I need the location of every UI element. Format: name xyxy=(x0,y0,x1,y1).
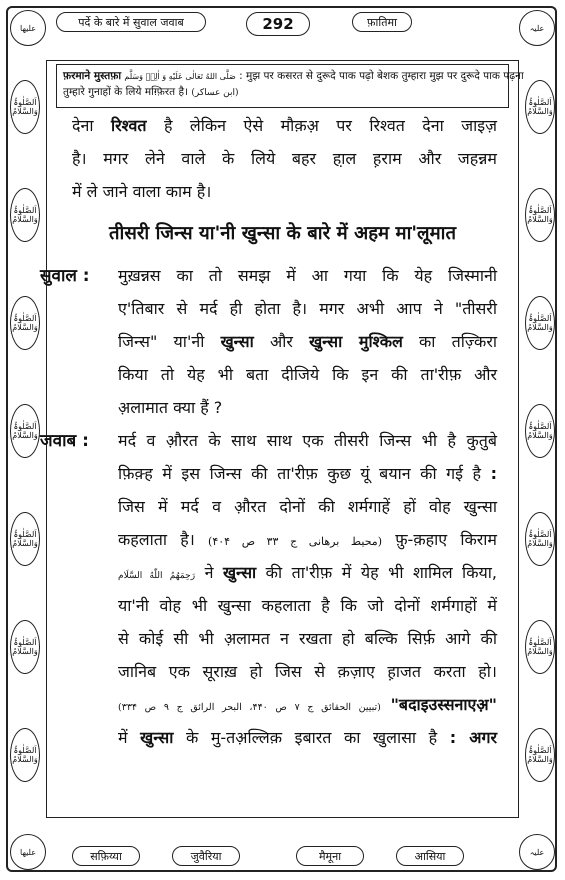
side-ornament-right: اَلصَّلٰوۃُ وَالسَّلَامُ xyxy=(525,404,555,458)
body-line: जिस में मर्द व औ़रत दोनों की शर्मगाहें हों वोह खुन्सा xyxy=(118,497,497,516)
body-line: ए'तिबार से मर्द ही होता है। मगर अभी आप ने "तीसरी xyxy=(118,299,497,318)
honorific-arabic: رَحِمَهُمُ اللّٰهُ السَّلَام xyxy=(118,571,196,581)
side-ornament-left: اَلصَّلٰوۃُ وَالسَّلَامُ xyxy=(10,296,40,350)
hadith-quote-line-1: फ़रमाने मुस्तफ़ा صَلَّى اللهُ تَعَالٰى عَلَيْهِ وَ اٰلِهٖ وَسَلَّم : मुझ पर कसरत से दुरूदे पाक पढ़ो बेशक तुम्हारा मुझ पर दुरूदे पाक पढ़ना xyxy=(63,70,524,82)
hadith-quote-label: फ़रमाने मुस्तफ़ा xyxy=(63,70,122,82)
top-border-label: फ़ातिमा xyxy=(352,12,412,32)
side-ornament-right: اَلصَّلٰوۃُ وَالسَّلَامُ xyxy=(525,512,555,566)
body-line: देना रिश्वत है लेकिन ऐसे मौक़अ़ पर रिश्वत देना जाइज़ xyxy=(72,116,498,135)
section-heading: तीसरी जिन्स या'नी खुन्सा के बारे में अहम मा'लूमात xyxy=(108,223,456,244)
body-line: में ले जाने वाला काम है। xyxy=(72,182,212,201)
salutation-arabic: صَلَّى اللهُ تَعَالٰى عَلَيْهِ وَ اٰلِهٖ وَسَلَّم xyxy=(124,72,236,81)
side-ornament-right: اَلصَّلٰوۃُ وَالسَّلَامُ xyxy=(525,620,555,674)
side-ornament-left: اَلصَّلٰوۃُ وَالسَّلَامُ xyxy=(10,80,40,134)
body-line: कहलाता है। (محیط برھانی ج ۳۳ ص ۴۰۴) फ़ु-क़हाए किराम xyxy=(118,530,498,549)
body-line: है। मगर लेने वाले के लिये बहर हा़ल ह़राम और जहन्नम xyxy=(72,149,497,168)
page-number: 292 xyxy=(246,12,310,36)
bottom-border-label: जुवैरिया xyxy=(172,846,240,866)
side-ornament-left: اَلصَّلٰوۃُ وَالسَّلَامُ xyxy=(10,620,40,674)
side-ornament-left: اَلصَّلٰوۃُ وَالسَّلَامُ xyxy=(10,404,40,458)
side-ornament-right: اَلصَّلٰوۃُ وَالسَّلَامُ xyxy=(525,728,555,782)
hadith-quote-line-2: तुम्हारे गुनाहों के लिये मग़्फ़िरत है। (ابن عساکر) xyxy=(63,86,239,98)
side-ornament-left: اَلصَّلٰوۃُ وَالسَّلَامُ xyxy=(10,512,40,566)
body-line: फ़िक़्ह में इस जिन्स की ता'रीफ़ कुछ यूं बयान की गई है : xyxy=(118,464,497,483)
answer-label: जवाब : xyxy=(40,431,89,451)
body-line: किया तो येह भी बता दीजिये कि इन की ता'रीफ़ और xyxy=(118,365,497,384)
corner-ornament-top-right: علیہ xyxy=(519,10,555,46)
body-line: (تبیین الحقائق ج ۷ ص ۴۴۰، البحر الرائق ج ۹ ص ۳۳۴) "बदाइउस्सनाएअ़" xyxy=(118,695,497,714)
body-line: या'नी वोह भी खुन्सा कहलाता है कि जो दोनों शर्मगाहों में xyxy=(118,596,497,615)
citation-arabic: (تبیین الحقائق ج ۷ ص ۴۴۰، البحر الرائق ج ۹ ص ۳۳۴) xyxy=(118,702,381,713)
running-title: पर्दे के बारे में सुवाल जवाब xyxy=(56,12,206,32)
body-line: जानिब एक सूराख़ हो जिस से क़ज़ाए ह़ाजत करता हो। xyxy=(118,662,497,681)
body-line: जिन्स" या'नी खुन्सा और खुन्सा मुश्किल का तज़्किरा xyxy=(118,332,498,351)
body-line: से कोई सी भी अ़लामत न रखता हो बल्कि सिर्फ़ आगे की xyxy=(118,629,497,648)
side-ornament-right: اَلصَّلٰوۃُ وَالسَّلَامُ xyxy=(525,296,555,350)
body-line: अ़लामात क्या हैं ? xyxy=(118,398,223,417)
question-label: सुवाल : xyxy=(40,266,90,286)
side-ornament-left: اَلصَّلٰوۃُ وَالسَّلَامُ xyxy=(10,728,40,782)
side-ornament-right: اَلصَّلٰوۃُ وَالسَّلَامُ xyxy=(525,188,555,242)
body-line: رَحِمَهُمُ اللّٰهُ السَّلَام ने खुन्सा की ता'रीफ़ में येह भी शामिल किया, xyxy=(118,563,497,582)
side-ornament-right: اَلصَّلٰوۃُ وَالسَّلَامُ xyxy=(525,80,555,134)
hadith-reference: (ابن عساکر) xyxy=(191,88,239,98)
hadith-quote-box xyxy=(56,64,524,108)
corner-ornament-bottom-left: علیها xyxy=(10,834,46,870)
citation-arabic: (محیط برھانی ج ۳۳ ص ۴۰۴) xyxy=(208,535,382,548)
corner-ornament-bottom-right: علیہ xyxy=(519,834,555,870)
body-line: मुख़न्नस का तो समझ में आ गया कि येह जिस्मानी xyxy=(118,266,497,285)
bottom-border-label: सफ़िय्या xyxy=(72,846,140,866)
body-line: मर्द व औ़रत के साथ साथ एक तीसरी जिन्स भी है कुतुबे xyxy=(118,431,497,450)
side-ornament-left: اَلصَّلٰوۃُ وَالسَّلَامُ xyxy=(10,188,40,242)
bottom-border-label: आसिया xyxy=(396,846,464,866)
corner-ornament-top-left: علیها xyxy=(10,10,46,46)
body-line: में खुन्सा के मु-तअ़ल्लिक़ इबारत का खुलासा है : अगर xyxy=(118,728,497,747)
bottom-border-label: मैमूना xyxy=(296,846,364,866)
